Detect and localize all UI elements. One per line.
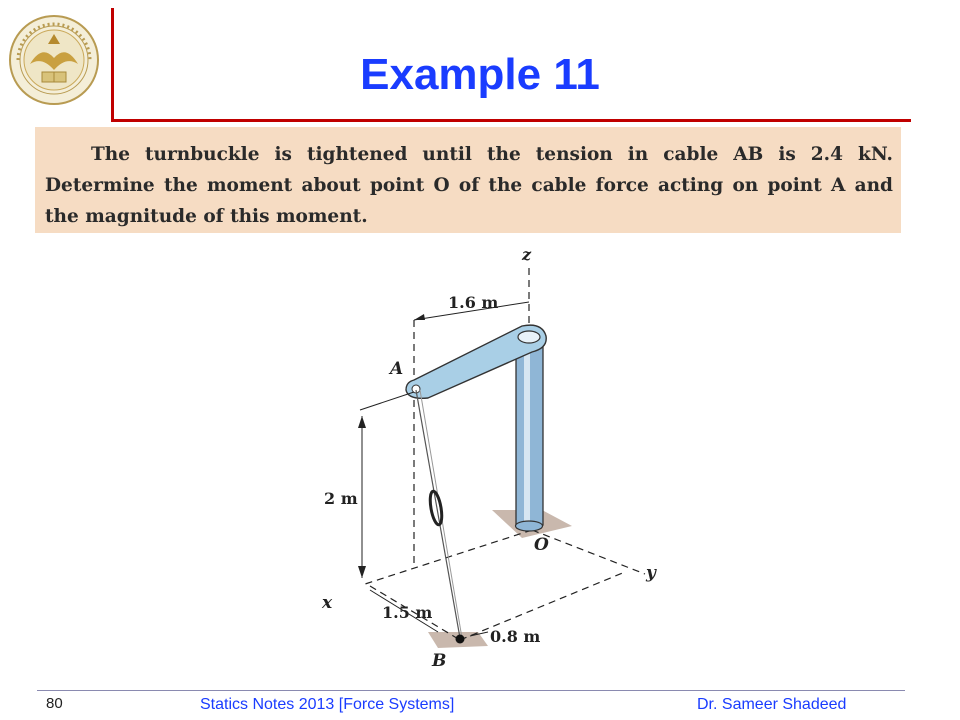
label-x: x (322, 593, 333, 613)
title-divider-horizontal (111, 119, 911, 122)
base-line-b-y (460, 572, 625, 640)
label-b: B (432, 651, 447, 671)
slide-title: Example 11 (360, 50, 600, 99)
point-b (456, 635, 465, 644)
problem-statement: The turnbuckle is tightened until the tension in cable AB is 2.4 kN. Determine the moment about point O of the cable force acting on point A and the magnitude of this moment. (35, 127, 901, 233)
label-dim-2m: 2 m (324, 489, 358, 508)
turnbuckle-figure (310, 240, 670, 680)
arm-hub (518, 331, 540, 343)
x-axis-line (362, 530, 532, 585)
label-dim-1.6m: 1.6 m (448, 293, 499, 312)
label-dim-1.5m: 1.5 m (382, 603, 433, 622)
label-o: O (534, 535, 549, 555)
label-y: y (646, 563, 656, 583)
label-dim-0.8m: 0.8 m (490, 627, 541, 646)
footer-author: Dr. Sameer Shadeed (697, 696, 847, 713)
footer-divider (37, 690, 905, 691)
footer-course-title: Statics Notes 2013 [Force Systems] (200, 696, 455, 713)
label-z: z (522, 245, 532, 264)
label-a: A (390, 359, 404, 379)
page-number: 80 (46, 695, 63, 712)
cable-ab (416, 390, 460, 638)
y-axis-line (532, 530, 645, 574)
turnbuckle (428, 490, 444, 525)
